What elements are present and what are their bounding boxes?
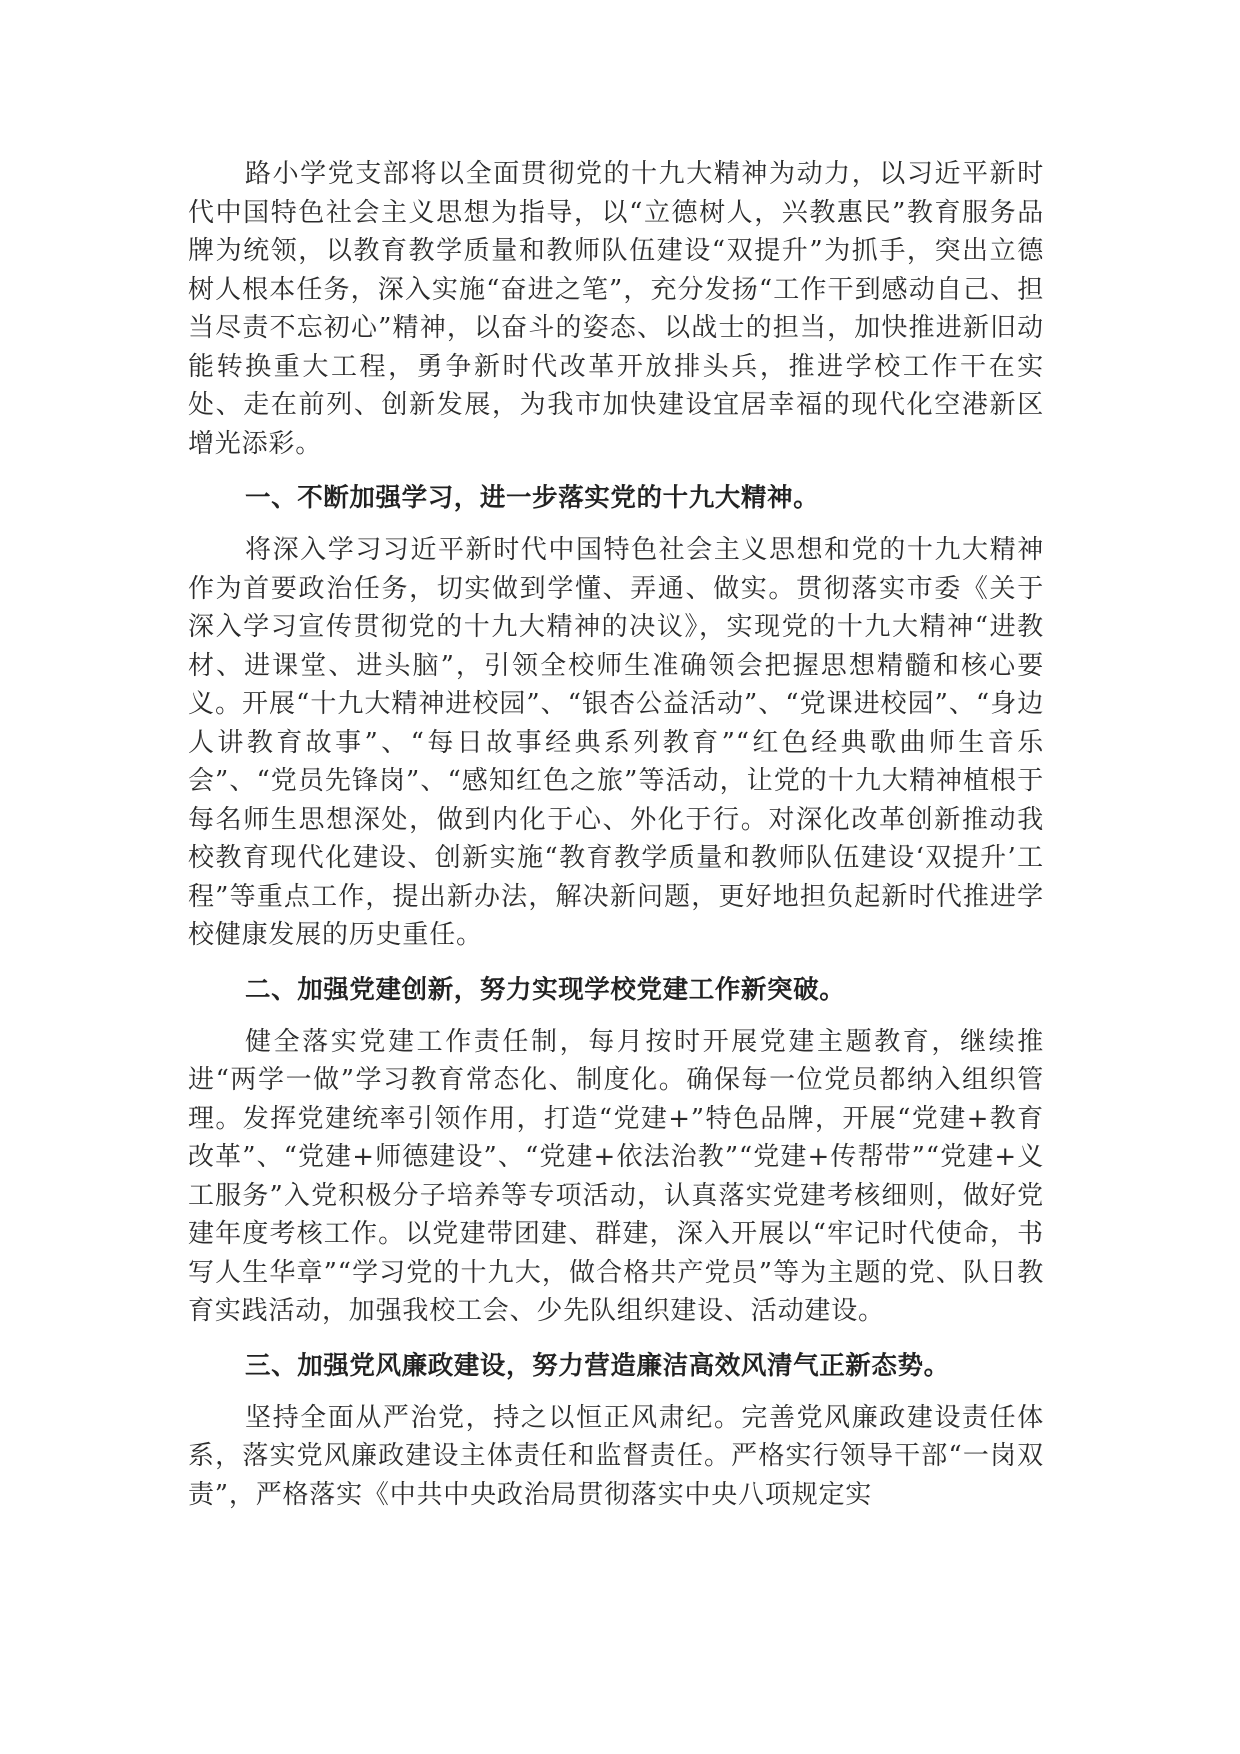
section-2-body: 健全落实党建工作责任制，每月按时开展党建主题教育，继续推进“两学一做”学习教育常态化、制度化。确保每一位党员都纳入组织管理。发挥党建统率引领作用，打造“党建+”特色品牌，开展“党建+教育改革”、“党建+师德建设”、“党建+依法治教”“党建+传帮带”“党建+义工服务”入党积极分子培养等专项活动，认真落实党建考核细则，做好党建年度考核工作。以党建带团建、群建，深入开展以“牢记时代使命，书写人生华章”“学习党的十九大，做合格共产党员”等为主题的党、队日教育实践活动，加强我校工会、少先队组织建设、活动建设。 <box>188 1026 1044 1326</box>
section-2-heading: 二、加强党建创新，努力实现学校党建工作新突破。 <box>245 974 846 1005</box>
section-1-body: 将深入学习习近平新时代中国特色社会主义思想和党的十九大精神作为首要政治任务，切实做到学懂、弄通、做实。贯彻落实市委《关于深入学习宣传贯彻党的十九大精神的决议》，实现党的十九大精神“进教材、进课堂、进头脑”，引领全校师生准确领会把握思想精髓和核心要义。开展“十九大精神进校园”、“银杏公益活动”、“党课进校园”、“身边人讲教育故事”、“每日故事经典系列教育”“红色经典歌曲师生音乐会”、“党员先锋岗”、“感知红色之旅”等活动，让党的十九大精神植根于每名师生思想深处，做到内化于心、外化于行。对深化改革创新推动我校教育现代化建设、创新实施“教育教学质量和教师队伍建设‘双提升’工程”等重点工作，提出新办法，解决新问题，更好地担负起新时代推进学校健康发展的历史重任。 <box>188 535 1044 950</box>
section-3-heading: 三、加强党风廉政建设，努力营造廉洁高效风清气正新态势。 <box>245 1350 950 1381</box>
document-page <box>188 155 1044 1514</box>
intro-paragraph: 路小学党支部将以全面贯彻党的十九大精神为动力，以习近平新时代中国特色社会主义思想为指导，以“立德树人，兴教惠民”教育服务品牌为统领，以教育教学质量和教师队伍建设“双提升”为抓手，突出立德树人根本任务，深入实施“奋进之笔”，充分发扬“工作干到感动自己、担当尽责不忘初心”精神，以奋斗的姿态、以战士的担当，加快推进新旧动能转换重大工程，勇争新时代改革开放排头兵，推进学校工作干在实处、走在前列、创新发展，为我市加快建设宜居幸福的现代化空港新区增光添彩。 <box>188 159 1044 459</box>
section-1-heading: 一、不断加强学习，进一步落实党的十九大精神。 <box>245 483 820 513</box>
section-3-body: 坚持全面从严治党，持之以恒正风肃纪。完善党风廉政建设责任体系，落实党风廉政建设主体责任和监督责任。严格实行领导干部“一岗双责”，严格落实《中共中央政治局贯彻落实中央八项规定实 <box>188 1402 1044 1510</box>
